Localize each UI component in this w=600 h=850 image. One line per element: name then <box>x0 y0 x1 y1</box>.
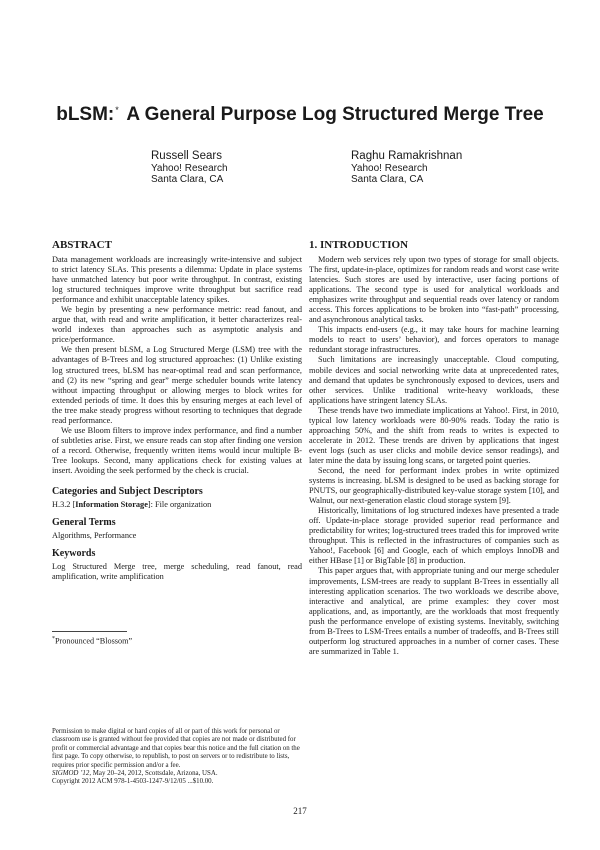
author-block-1 <box>151 150 228 185</box>
categories-bold: Information Storage <box>75 500 148 510</box>
page-number: 217 <box>293 806 307 816</box>
abstract-paragraph-4: We use Bloom filters to improve index performance, and find a number of subtleties arise. First, we ensure reads can stop after finding one version of a record. Otherwise, frequently written items would incur multiple B-Tree lookups. Second, many applications check for existing values at insert. Avoiding the seek performed by the check is crucial. <box>52 425 302 475</box>
abstract-paragraph-3: We then present bLSM, a Log Structured Merge (LSM) tree with the advantages of B-Trees and log structured approaches: (1) Unlike existing log structured trees, bLSM has near-optimal read and scan performance, and (2) its new “spring and gear” merge scheduler bounds write latency without impacting throughput or allowing merges to block writes for extended periods of time. It does this by ensuring merges at each level of the tree make steady progress without resorting to techniques that degrade read performance. <box>52 345 302 425</box>
author-location: Santa Clara, CA <box>151 174 224 185</box>
title-main: bLSM: <box>56 104 115 125</box>
categories-text: H.3.2 [Information Storage]: File organization <box>52 500 212 510</box>
copyright-line: Copyright 2012 ACM 978-1-4503-1247-9/12/05 ...$10.00. <box>52 778 214 786</box>
title-rest: A General Purpose Log Structured Merge Tree <box>121 104 544 125</box>
right-column <box>309 239 559 657</box>
keywords-heading: Keywords <box>52 548 96 560</box>
abstract-heading: ABSTRACT <box>52 239 112 251</box>
intro-paragraph-1: Modern web services rely upon two types of storage for small objects. The first, update-in-place, optimizes for random reads and worst case write latencies. Such stores are used by interactive, user facing portions of applications. The second type is used for analytical workloads and emphasizes write throughput and sequential reads over latency or random access. This forces applications to be broken into “fast-path” processing, and asynchronous analytical tasks. <box>309 255 559 325</box>
title-footnote-mark: * <box>115 104 119 115</box>
author-name: Raghu Ramakrishnan <box>351 150 463 162</box>
intro-paragraph-7: This paper argues that, with appropriate tuning and our merge scheduler improvements, LSM-trees are ready to supplant B-Trees in essentially all interesting application scenarios. The two workloads we describe above, interactive and analytical, are prime examples: they cover most applications, and, as importantly, are the workloads that most frequently push the performance envelope of existing systems. Inevitably, switching from B-Trees to LSM-Trees entails a number of tradeoffs, and B-Trees still outperform log structured approaches in a number of corner cases. These are summarized in Table 1. <box>309 566 559 656</box>
footnote-rule <box>52 631 127 632</box>
venue-name: SIGMOD ’12, <box>52 770 92 778</box>
general-terms-heading: General Terms <box>52 517 116 529</box>
permission-text: Permission to make digital or hard copies of all or part of this work for personal or classroom use is granted without fee provided that copies are not made or distributed for profit or commercial advantage and that copies bear this notice and the full citation on the first page. To copy otherwise, to republish, to post on servers or to redistribute to lists, requires prior specific permission and/or a fee. <box>52 728 300 769</box>
intro-paragraph-5: Second, the need for performant index probes in write optimized systems is increasing. bLSM is designed to be used as backing storage for PNUTS, our geographically-distributed key-value storage system [10], and Walnut, our next-generation elastic cloud storage system [9]. <box>309 465 559 506</box>
intro-paragraph-3: Such limitations are increasingly unacceptable. Cloud computing, mobile devices and social networking write data at unprecedented rates, and demand that updates be synchronously exposed to devices, users and other services. Unlike traditional write-heavy workloads, these applications have stringent latency SLAs. <box>309 355 559 405</box>
permission-notice <box>52 728 302 787</box>
author-affiliation: Yahoo! Research <box>151 163 228 174</box>
footnote-mark: * <box>52 636 55 642</box>
intro-paragraph-4: These trends have two immediate implications at Yahoo!. First, in 2010, typical low latency workloads were 80-90% reads. Today the ratio is approaching 50%, and the shift from reads to writes is expected to accelerate in 2012. These trends are driven by applications that ingest event logs (such as user clicks and mobile device sensor readings), and later mine the data by issuing long scans, or targeted point queries. <box>309 405 559 465</box>
footnote-text: Pronounced “Blossom” <box>55 636 133 646</box>
author-affiliation: Yahoo! Research <box>351 163 428 174</box>
venue-line: SIGMOD ’12, May 20–24, 2012, Scottsdale, Arizona, USA. <box>52 770 218 778</box>
categories-heading: Categories and Subject Descriptors <box>52 486 203 498</box>
abstract-paragraph-1: Data management workloads are increasingly write-intensive and subject to strict latency SLAs. This presents a dilemma: Update in place systems have unmatched latency but poor write throughput. In contrast, existing log structured techniques improve write throughput but sacrifice read performance and exhibit unacceptable latency spikes. <box>52 255 302 305</box>
author-location: Santa Clara, CA <box>351 174 424 185</box>
intro-heading: 1. INTRODUCTION <box>309 239 409 251</box>
keywords-text: Log Structured Merge tree, merge scheduling, read fanout, read amplification, write amplification <box>52 562 302 582</box>
left-column <box>52 239 302 582</box>
general-terms-text: Algorithms, Performance <box>52 531 137 541</box>
author-name: Russell Sears <box>151 150 222 162</box>
intro-paragraph-2: This impacts end-users (e.g., it may take hours for machine learning models to react to users’ behavior), and forces operators to manage redundant storage infrastructures. <box>309 325 559 355</box>
footnote <box>52 631 302 647</box>
abstract-paragraph-2: We begin by presenting a new performance metric: read fanout, and argue that, with read and write amplification, it better characterizes real-world indexes than approaches such as asymptotic analysis and price/performance. <box>52 305 302 345</box>
author-block-2 <box>351 150 462 185</box>
intro-paragraph-6: Historically, limitations of log structured indexes have presented a trade off. Update-in-place storage provided superior read performance and predictability for writes; log-structured trees traded this for improved write throughput. This is reflected in the infrastructures of companies such as Yahoo!, Facebook [6] and Google, each of which employs InnoDB and either HBase [1] or BigTable [8] in production. <box>309 506 559 566</box>
paper-title <box>0 104 600 126</box>
